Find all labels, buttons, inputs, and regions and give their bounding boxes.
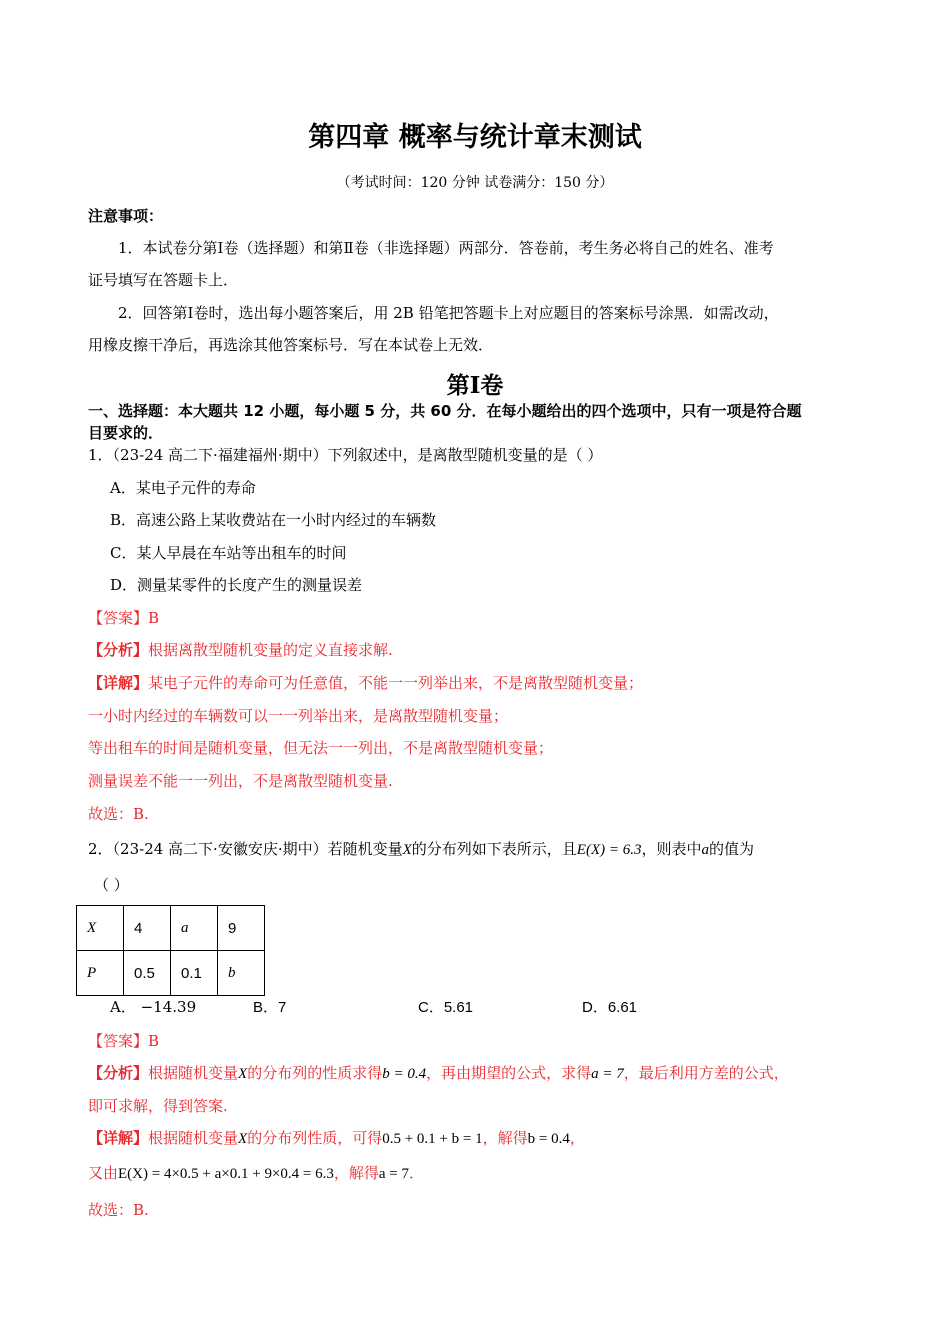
q2-analysis-var: X bbox=[238, 1066, 248, 1082]
q2-detail-c: ，解得 bbox=[482, 1129, 528, 1147]
q2-detail2-b: ，解得 bbox=[333, 1164, 379, 1182]
q1-analysis bbox=[88, 639, 393, 660]
distribution-table bbox=[76, 905, 265, 996]
q2-analysis-line-1 bbox=[88, 1062, 789, 1083]
table-cell: 4 bbox=[124, 906, 171, 951]
table-cell: b bbox=[218, 951, 265, 996]
q2-stem-expect: E(X) = 6.3 bbox=[576, 842, 642, 858]
q2-detail2-res: a = 7 bbox=[378, 1166, 410, 1182]
q2-paren: （ ） bbox=[94, 876, 129, 894]
q2-analysis-line-2: 即可求解，得到答案. bbox=[88, 1097, 228, 1115]
q2-analysis-b-val: b = 0.4 bbox=[382, 1066, 427, 1082]
q2-detail2-a: 又由 bbox=[88, 1164, 119, 1182]
q2-detail-tag: 【详解】 bbox=[88, 1129, 149, 1147]
q2-stem-a: 2．（23-24 高二下·安徽安庆·期中）若随机变量 bbox=[88, 840, 403, 858]
q1-detail-2: 一小时内经过的车辆数可以一一列举出来，是离散型随机变量； bbox=[88, 707, 509, 725]
q1-option-a: A．某电子元件的寿命 bbox=[110, 479, 256, 497]
q2-detail-var: X bbox=[238, 1131, 248, 1147]
q2-detail-line-1 bbox=[88, 1127, 585, 1148]
q1-analysis-text: 根据离散型随机变量的定义直接求解. bbox=[148, 641, 393, 659]
q2-detail-b: 的分布列性质，可得 bbox=[247, 1129, 383, 1147]
q1-analysis-tag: 【分析】 bbox=[88, 641, 149, 659]
q1-detail-4: 测量误差不能一一列出，不是离散型随机变量. bbox=[88, 772, 393, 790]
note-2-line-1: 2．回答第Ⅰ卷时，选出每小题答案后，用 2B 铅笔把答题卡上对应题目的答案标号涂黑．如需改动， bbox=[118, 304, 779, 322]
table-cell: 0.1 bbox=[171, 951, 218, 996]
q2-option-d: D．6.61 bbox=[582, 999, 638, 1016]
table-cell: X bbox=[77, 906, 124, 951]
q2-option-c: C．5.61 bbox=[418, 999, 474, 1016]
notes-heading: 注意事项： bbox=[88, 207, 164, 225]
q2-stem-var bbox=[403, 842, 412, 858]
table-row bbox=[77, 951, 265, 996]
q2-stem bbox=[88, 838, 754, 859]
exam-info: （考试时间：120 分钟 试卷满分：150 分） bbox=[336, 175, 614, 191]
q2-stem-c: ，则表中 bbox=[641, 840, 702, 858]
q1-stem: 1．（23-24 高二下·福建福州·期中）下列叙述中，是离散型随机变量的是（ ） bbox=[88, 446, 603, 464]
q1-detail-1-text: 某电子元件的寿命可为任意值，不能一一列举出来，不是离散型随机变量； bbox=[148, 674, 644, 692]
page-title: 第四章 概率与统计章末测试 bbox=[308, 122, 642, 153]
q2-stem-d: 的值为 bbox=[708, 840, 754, 858]
q2-analysis-c: ，再由期望的公式，求得 bbox=[426, 1064, 592, 1082]
q1-detail-3: 等出租车的时间是随机变量，但无法一一列出，不是离散型随机变量； bbox=[88, 739, 554, 757]
q2-detail-line-2 bbox=[88, 1162, 424, 1183]
q2-detail2-c: ． bbox=[409, 1164, 425, 1182]
section-heading-line-1: 一、选择题：本大题共 12 小题，每小题 5 分，共 60 分．在每小题给出的四个选项中，只有一项是符合题 bbox=[88, 402, 802, 420]
q2-analysis-tag: 【分析】 bbox=[88, 1064, 149, 1082]
q2-option-a: A． −14.39 bbox=[110, 998, 197, 1016]
q1-choice: 故选：B. bbox=[88, 805, 149, 823]
note-2-line-2: 用橡皮擦干净后，再选涂其他答案标号．写在本试卷上无效． bbox=[88, 336, 494, 354]
q1-detail-tag: 【详解】 bbox=[88, 674, 149, 692]
q2-option-b: B．7 bbox=[253, 999, 287, 1016]
q2-stem-b: 的分布列如下表所示，且 bbox=[411, 840, 577, 858]
q2-answer: 【答案】B bbox=[88, 1032, 160, 1050]
table-cell: 9 bbox=[218, 906, 265, 951]
q1-option-b: B．高速公路上某收费站在一小时内经过的车辆数 bbox=[110, 511, 437, 529]
q2-detail-eq1: 0.5 + 0.1 + b = 1 bbox=[382, 1131, 483, 1147]
q2-analysis-b: 的分布列的性质求得 bbox=[247, 1064, 383, 1082]
q2-detail-eq2: b = 0.4 bbox=[527, 1131, 570, 1147]
table-cell: P bbox=[77, 951, 124, 996]
q2-analysis-d: ，最后利用方差的公式， bbox=[623, 1064, 789, 1082]
q2-analysis-a-val: a = 7 bbox=[591, 1066, 624, 1082]
q1-option-d: D．测量某零件的长度产生的测量误差 bbox=[110, 576, 363, 594]
q2-stem-var-x: X bbox=[402, 842, 412, 858]
volume-heading: 第Ⅰ卷 bbox=[446, 372, 504, 399]
q2-stem-a-var-i: a bbox=[701, 842, 709, 858]
note-1-line-1: 1．本试卷分第Ⅰ卷（选择题）和第Ⅱ卷（非选择题）两部分．答卷前，考生务必将自己的姓名、准考 bbox=[118, 239, 774, 257]
table-row bbox=[77, 906, 265, 951]
q2-choice: 故选：B. bbox=[88, 1201, 149, 1219]
q2-detail2-eq: E(X) = 4×0.5 + a×0.1 + 9×0.4 = 6.3 bbox=[118, 1166, 334, 1182]
q2-analysis-a: 根据随机变量 bbox=[148, 1064, 239, 1082]
q2-stem-a-var bbox=[701, 842, 709, 858]
q1-detail-1 bbox=[88, 672, 643, 693]
q2-detail-a: 根据随机变量 bbox=[148, 1129, 239, 1147]
q2-detail-d: ， bbox=[569, 1129, 585, 1147]
section-heading-line-2: 目要求的． bbox=[88, 424, 164, 442]
table-cell: 0.5 bbox=[124, 951, 171, 996]
q1-option-c: C．某人早晨在车站等出租车的时间 bbox=[110, 544, 347, 562]
q1-answer: 【答案】B bbox=[88, 609, 160, 627]
note-1-line-2: 证号填写在答题卡上． bbox=[88, 271, 239, 289]
table-cell: a bbox=[171, 906, 218, 951]
